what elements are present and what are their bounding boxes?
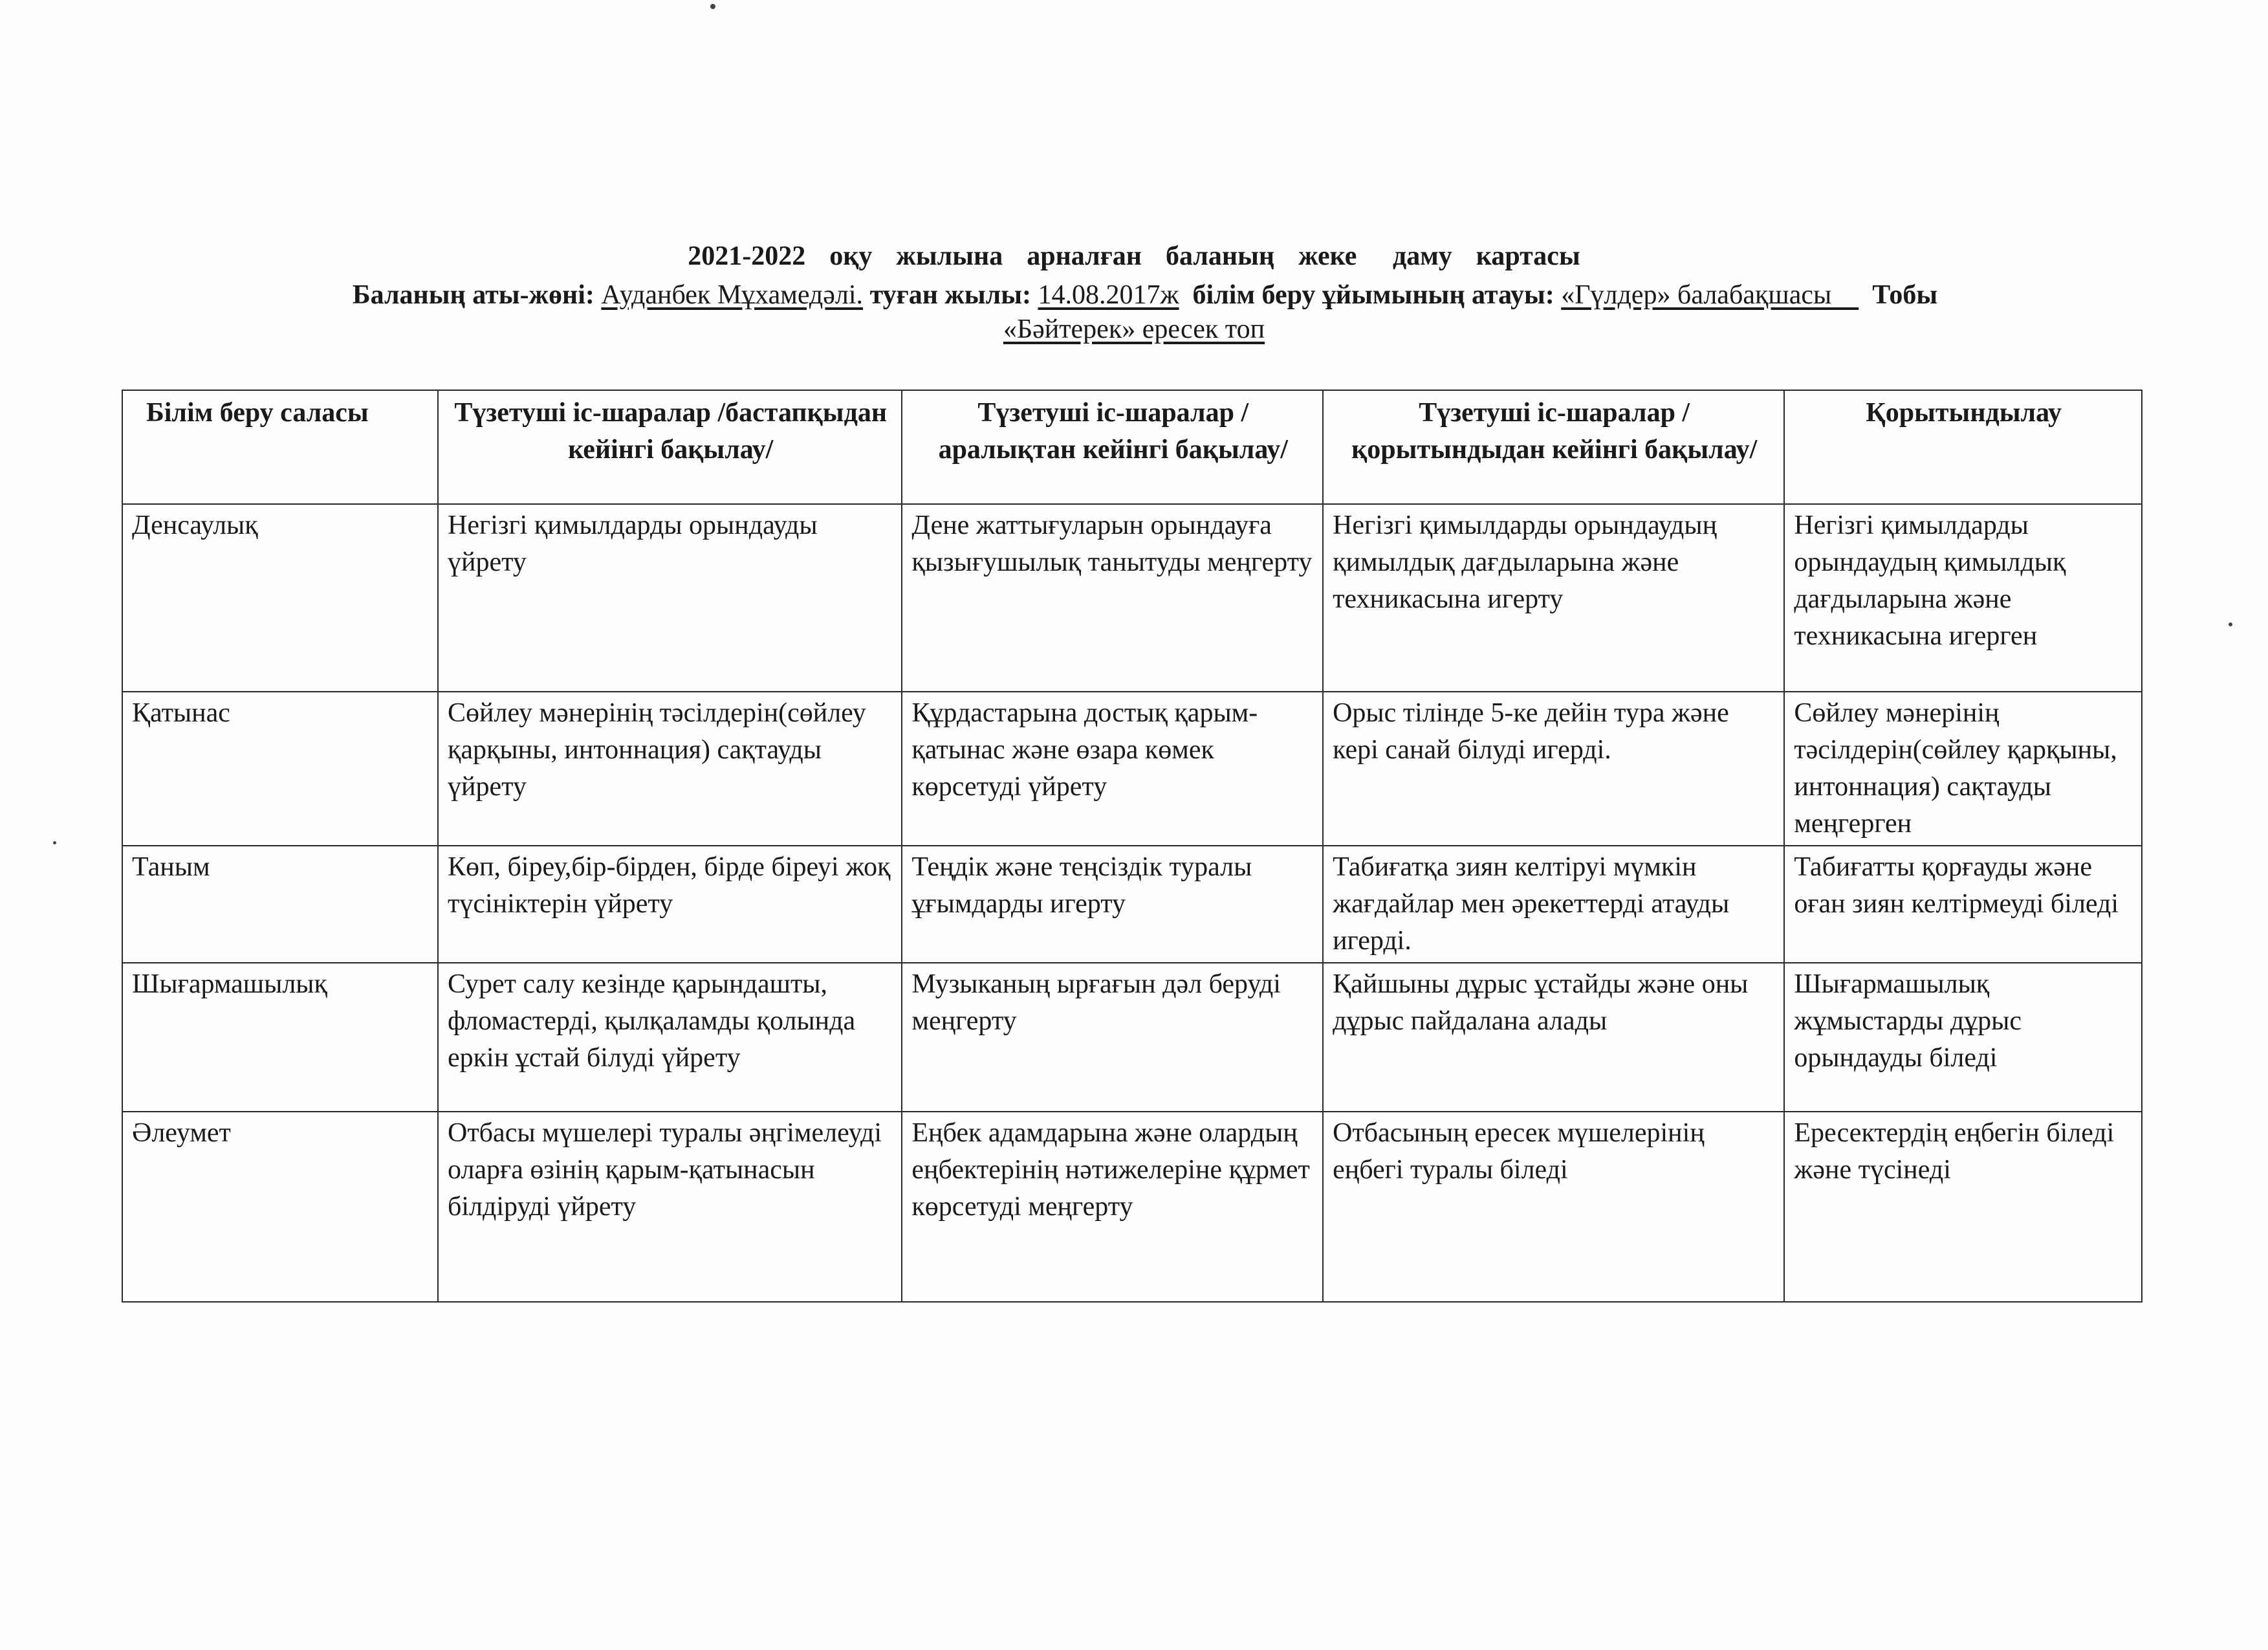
group-info — [0, 314, 2268, 345]
cell-final: Негізгі қимылдарды орындаудың қимылдық дағдыларына және техникасына игерту — [1323, 504, 1784, 692]
org-value: «Гүлдер» балабақшасы — [1561, 280, 1859, 310]
cell-summary: Негізгі қимылдарды орындаудың қимылдық дағдыларына және техникасына игерген — [1784, 504, 2142, 692]
group-label: Тобы — [1872, 280, 1938, 310]
table-row — [122, 963, 2142, 1112]
cell-final: Қайшыны дұрыс ұстайды және оны дұрыс пайдалана алады — [1323, 963, 1784, 1112]
header-final-measures: Түзетуші іс-шаралар / қорытындыдан кейінгі бақылау/ — [1323, 390, 1784, 504]
cell-area: Таным — [122, 846, 438, 963]
cell-initial: Сурет салу кезінде қарындашты, фломастерді, қылқаламды қолында еркін ұстай білуді үйрету — [438, 963, 902, 1112]
group-value: «Бәйтерек» ересек топ — [1003, 314, 1265, 344]
cell-intermediate: Музыканың ырғағын дәл беруді меңгерту — [902, 963, 1323, 1112]
cell-intermediate: Құрдастарына достық қарым-қатынас және өзара көмек көрсетуді үйрету — [902, 692, 1323, 846]
cell-initial: Көп, біреу,бір-бірден, бірде біреуі жоқ түсініктерін үйрету — [438, 846, 902, 963]
header-education-area: Білім беру саласы — [122, 390, 438, 504]
cell-final: Отбасының ересек мүшелерінің еңбегі туралы біледі — [1323, 1112, 1784, 1302]
cell-intermediate: Дене жаттығуларын орындауға қызығушылық танытуды меңгерту — [902, 504, 1323, 692]
cell-intermediate: Теңдік және теңсіздік туралы ұғымдарды игерту — [902, 846, 1323, 963]
name-label: Баланың аты-жөні: — [352, 280, 594, 310]
cell-intermediate: Еңбек адамдарына және олардың еңбектерінің нәтижелеріне құрмет көрсетуді меңгерту — [902, 1112, 1323, 1302]
table-row — [122, 1112, 2142, 1302]
cell-initial: Негізгі қимылдарды орындауды үйрету — [438, 504, 902, 692]
name-value: Ауданбек Мұхамедәлі. — [601, 280, 864, 310]
table-header-row — [122, 390, 2142, 504]
cell-final: Орыс тілінде 5-ке дейін тура және кері санай білуді игерді. — [1323, 692, 1784, 846]
child-info — [188, 278, 2102, 312]
cell-area: Қатынас — [122, 692, 438, 846]
table-row — [122, 846, 2142, 963]
cell-summary: Шығармашылық жұмыстарды дұрыс орындауды біледі — [1784, 963, 2142, 1112]
cell-summary: Табиғатты қорғауды және оған зиян келтірмеуді біледі — [1784, 846, 2142, 963]
birth-value: 14.08.2017ж — [1038, 280, 1179, 310]
table-row — [122, 692, 2142, 846]
cell-final: Табиғатқа зиян келтіруі мүмкін жағдайлар мен әрекеттерді атауды игерді. — [1323, 846, 1784, 963]
cell-area: Денсаулық — [122, 504, 438, 692]
cell-summary: Сөйлеу мәнерінің тәсілдерін(сөйлеу қарқыны, интоннация) сақтауды меңгерген — [1784, 692, 2142, 846]
header-initial-measures: Түзетуші іс-шаралар /бастапқыдан кейінгі бақылау/ — [438, 390, 902, 504]
header-summary: Қорытындылау — [1784, 390, 2142, 504]
development-map-table — [122, 390, 2143, 1303]
cell-area: Әлеумет — [122, 1112, 438, 1302]
cell-initial: Сөйлеу мәнерінің тәсілдерін(сөйлеу қарқыны, интоннация) сақтауды үйрету — [438, 692, 902, 846]
birth-label: туған жылы: — [869, 280, 1031, 310]
cell-initial: Отбасы мүшелері туралы әңгімелеуді оларға өзінің қарым-қатынасын білдіруді үйрету — [438, 1112, 902, 1302]
header-intermediate-measures: Түзетуші іс-шаралар / аралықтан кейінгі бақылау/ — [902, 390, 1323, 504]
scan-speck — [53, 841, 56, 844]
scan-speck — [2229, 622, 2232, 626]
scan-speck — [710, 4, 715, 9]
document-title: 2021-2022 оқу жылына арналған баланың жеке даму картасы — [688, 241, 1580, 271]
cell-summary: Ересектердің еңбегін біледі және түсінеді — [1784, 1112, 2142, 1302]
cell-area: Шығармашылық — [122, 963, 438, 1112]
table-row — [122, 504, 2142, 692]
org-label: білім беру ұйымының атауы: — [1192, 280, 1554, 310]
